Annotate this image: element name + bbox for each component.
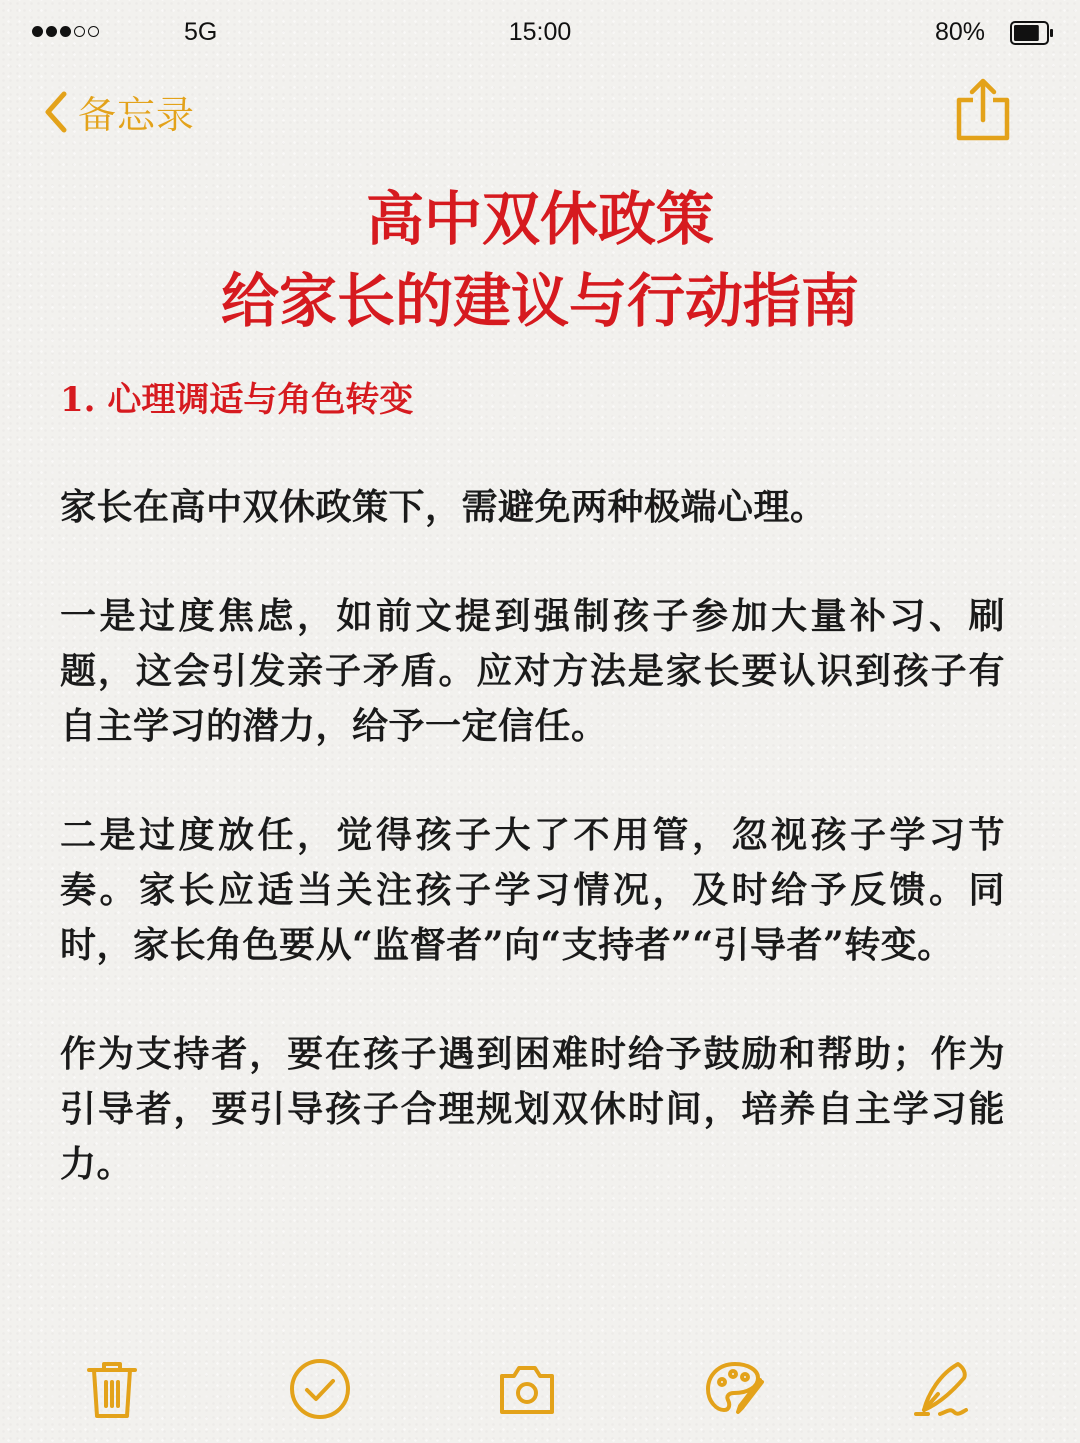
network-type: 5G [184,18,218,46]
paragraph-2: 一是过度焦虑，如前文提到强制孩子参加大量补习、刷题，这会引发亲子矛盾。应对方法是家长要认识到孩子有自主学习的潜力，给予一定信任。 [60,595,1005,747]
palette-icon[interactable] [702,1356,768,1422]
paragraph-3: 二是过度放任，觉得孩子大了不用管，忽视孩子学习节奏。家长应适当关注孩子学习情况，及时给予反馈。同时，家长角色要从“监督者”向“支持者”“引导者”转变。 [60,814,1005,966]
share-icon[interactable] [953,78,1013,142]
trash-icon[interactable] [79,1356,145,1422]
back-label: 备忘录 [78,93,196,137]
pen-icon[interactable] [910,1356,976,1422]
battery-icon [1010,21,1054,45]
note-title-line-1: 高中双休政策 [365,185,714,253]
back-button[interactable] [40,84,195,139]
section-heading: 1. 心理调适与角色转变 [60,380,414,420]
paragraph-4: 作为支持者，要在孩子遇到困难时给予鼓励和帮助；作为引导者，要引导孩子合理规划双休时间，培养自主学习能力。 [60,1033,1005,1185]
paragraph-1: 家长在高中双休政策下，需避免两种极端心理。 [60,486,827,528]
note-title-line-2: 给家长的建议与行动指南 [220,267,859,335]
battery-percentage: 80% [935,18,986,46]
bottom-toolbar [0,1350,1080,1430]
camera-icon[interactable] [494,1356,560,1422]
chevron-left-icon [40,88,70,136]
status-time: 15:00 [508,18,572,46]
status-bar [0,0,1080,66]
note-title [0,178,1080,342]
note-body[interactable] [60,372,1005,1246]
checklist-icon[interactable] [287,1356,353,1422]
